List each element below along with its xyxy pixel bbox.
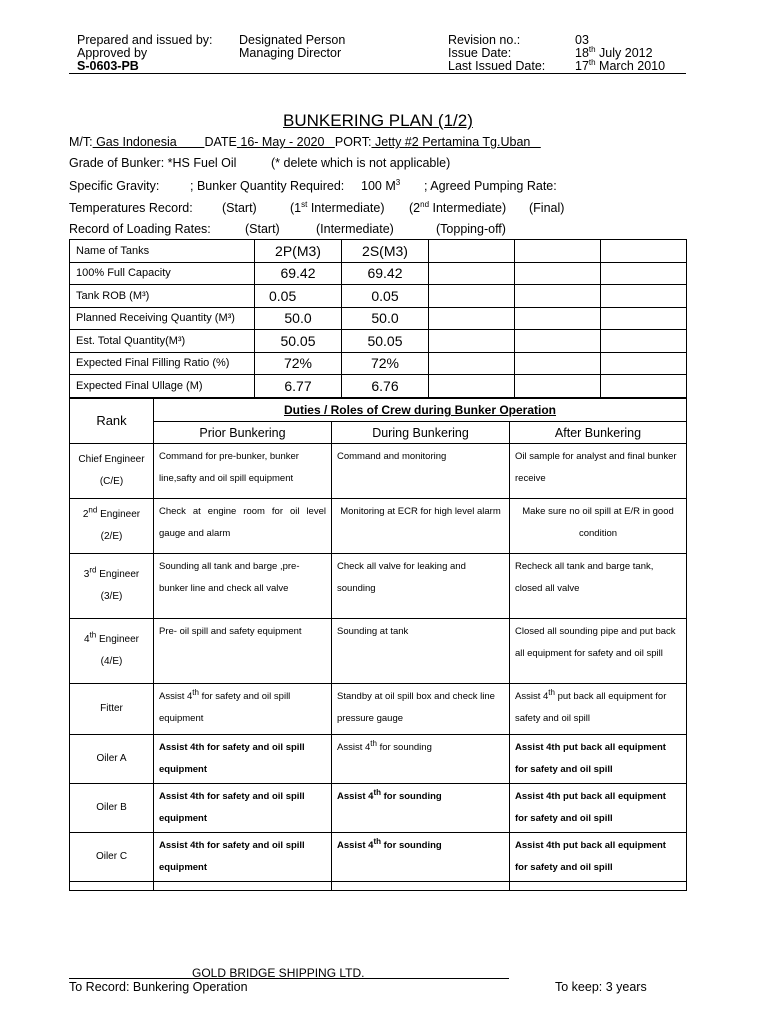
rank-oiler-c: Oiler C: [70, 833, 154, 882]
table-row: [70, 554, 687, 619]
rank-header: Rank: [70, 399, 154, 444]
temp-first-intermediate: (1st Intermediate): [290, 199, 385, 215]
duties-title: Duties / Roles of Crew during Bunker Operation: [154, 399, 687, 422]
prepared-label: Prepared and issued by:: [77, 33, 213, 47]
phase-after: After Bunkering: [510, 422, 687, 444]
duty-during: Monitoring at ECR for high level alarm: [332, 499, 510, 554]
temp-final: (Final): [529, 201, 565, 215]
duty-after: Recheck all tank and barge tank, closed all valve: [510, 554, 687, 619]
cell-empty: [601, 285, 687, 308]
rank-fitter: Fitter: [70, 684, 154, 735]
tank-header-name: Name of Tanks: [70, 240, 255, 263]
bunker-qty-value: 100 $M^3$: [361, 177, 401, 193]
duty-after: Make sure no oil spill at E/R in good condition: [510, 499, 687, 554]
cell-empty: [70, 882, 154, 891]
duty-prior: Assist 4th for safety and oil spill equipment: [154, 784, 332, 833]
bunker-qty-label: ; Bunker Quantity Required:: [190, 179, 345, 193]
cell-2s: 50.0: [342, 307, 429, 330]
cell-2p: 0.05: [255, 285, 342, 308]
duty-prior: Assist 4th for safety and oil spill equipment: [154, 684, 332, 735]
revision-label: Revision no.:: [448, 33, 521, 47]
row-label: Tank ROB (M³): [70, 285, 255, 308]
cell-2s: 0.05: [342, 285, 429, 308]
row-label: 100% Full Capacity: [70, 262, 255, 285]
duty-prior: Check at engine room for oil level gauge and alarm: [154, 499, 332, 554]
grade-label: Grade of Bunker: *HS Fuel Oil: [69, 156, 237, 170]
row-label: Expected Final Ullage (M): [70, 375, 255, 398]
duty-after: Closed all sounding pipe and put back all equipment for safety and oil spill: [510, 619, 687, 684]
rank-third-engineer: 3rd Engineer (3/E): [70, 554, 154, 619]
cell-empty: [429, 285, 515, 308]
tank-header-empty: [601, 240, 687, 263]
table-row: [70, 285, 687, 308]
duty-during: Sounding at tank: [332, 619, 510, 684]
cell-empty: [154, 882, 332, 891]
duty-prior: Pre- oil spill and safety equipment: [154, 619, 332, 684]
record-label: To Record: Bunkering Operation: [69, 980, 248, 994]
cell-empty: [601, 375, 687, 398]
table-row: [70, 684, 687, 735]
rank-oiler-a: Oiler A: [70, 735, 154, 784]
duty-prior: Assist 4th for safety and oil spill equipment: [154, 833, 332, 882]
duty-after: Assist 4th put back all equipment for safety and oil spill: [510, 833, 687, 882]
cell-empty: [601, 307, 687, 330]
duty-prior: Command for pre-bunker, bunker line,safty and oil spill equipment: [154, 444, 332, 499]
cell-empty: [515, 285, 601, 308]
tank-header-row: [70, 240, 687, 263]
prepared-value: Designated Person: [239, 33, 346, 47]
keep-label: To keep: 3 years: [555, 980, 647, 994]
cell-empty: [429, 262, 515, 285]
temp-second-intermediate: (2nd Intermediate): [409, 199, 507, 215]
issue-date-label: Issue Date:: [448, 46, 512, 60]
cell-empty: [429, 352, 515, 375]
table-row: [70, 262, 687, 285]
row-label: Planned Receiving Quantity (M³): [70, 307, 255, 330]
cell-2p: 69.42: [255, 262, 342, 285]
cell-2p: 50.05: [255, 330, 342, 353]
duty-after: Assist 4th put back all equipment for safety and oil spill: [510, 735, 687, 784]
rank-second-engineer: 2nd Engineer (2/E): [70, 499, 154, 554]
company-name: GOLD BRIDGE SHIPPING LTD.: [192, 966, 365, 980]
cell-empty: [601, 330, 687, 353]
vessel-date-port-line: M/T: Gas Indonesia DATE 16- May - 2020 PORT: Jetty #2 Pertamina Tg.Uban: [69, 135, 541, 149]
plan-date: 16- May - 2020: [236, 135, 335, 149]
cell-2p: 72%: [255, 352, 342, 375]
cell-2s: 6.76: [342, 375, 429, 398]
loading-rates-label: Record of Loading Rates:: [69, 222, 211, 236]
phase-during: During Bunkering: [332, 422, 510, 444]
cell-empty: [429, 330, 515, 353]
tank-header-empty: [515, 240, 601, 263]
loading-topping-off: (Topping-off): [436, 222, 506, 236]
rank-fourth-engineer: 4th Engineer (4/E): [70, 619, 154, 684]
duty-after: Assist 4th put back all equipment for safety and oil spill: [510, 684, 687, 735]
tank-header-2p: 2P(M3): [255, 240, 342, 263]
revision-value: 03: [575, 33, 589, 47]
approved-value: Managing Director: [239, 46, 342, 60]
tank-header-empty: [429, 240, 515, 263]
cell-empty: [515, 352, 601, 375]
cell-empty: [601, 262, 687, 285]
last-issued-label: Last Issued Date:: [448, 59, 546, 73]
footer-divider: [69, 978, 509, 979]
tank-table: [69, 239, 687, 398]
cell-empty: [515, 307, 601, 330]
cell-empty: [429, 307, 515, 330]
vessel-name: Gas Indonesia: [92, 135, 205, 149]
duty-during: Standby at oil spill box and check line pressure gauge: [332, 684, 510, 735]
duty-during: Command and monitoring: [332, 444, 510, 499]
duty-prior: Sounding all tank and barge ,pre-bunker line and check all valve: [154, 554, 332, 619]
page-title: BUNKERING PLAN (1/2): [283, 111, 473, 130]
doc-code: S-0603-PB: [77, 59, 139, 73]
port-name: Jetty #2 Pertamina Tg.Uban: [371, 135, 541, 149]
table-row: [70, 444, 687, 499]
phase-prior: Prior Bunkering: [154, 422, 332, 444]
cell-empty: [332, 882, 510, 891]
cell-empty: [429, 375, 515, 398]
table-row: [70, 352, 687, 375]
temp-start: (Start): [222, 201, 257, 215]
rank-chief-engineer: Chief Engineer (C/E): [70, 444, 154, 499]
last-issued-value: 17th March 2010: [575, 57, 666, 73]
pumping-rate-label: ; Agreed Pumping Rate:: [424, 179, 557, 193]
loading-intermediate: (Intermediate): [316, 222, 394, 236]
duty-during: Assist 4th for sounding: [332, 784, 510, 833]
cell-empty: [515, 375, 601, 398]
phase-header-row: [70, 422, 687, 444]
cell-empty: [515, 262, 601, 285]
duty-during: Assist 4th for sounding: [332, 735, 510, 784]
duty-during: Assist 4th for sounding: [332, 833, 510, 882]
table-row: [70, 833, 687, 882]
table-row: [70, 330, 687, 353]
specific-gravity-label: Specific Gravity:: [69, 179, 160, 193]
crew-duties-table: [69, 398, 687, 891]
rank-oiler-b: Oiler B: [70, 784, 154, 833]
table-row: [70, 375, 687, 398]
loading-start: (Start): [245, 222, 280, 236]
table-row: [70, 499, 687, 554]
table-row: [70, 619, 687, 684]
row-label: Expected Final Filling Ratio (%): [70, 352, 255, 375]
cell-empty: [510, 882, 687, 891]
duty-prior: Assist 4th for safety and oil spill equipment: [154, 735, 332, 784]
header-divider: [69, 73, 686, 74]
duty-during: Check all valve for leaking and sounding: [332, 554, 510, 619]
grade-note: (* delete which is not applicable): [271, 156, 451, 170]
duty-after: Assist 4th put back all equipment for safety and oil spill: [510, 784, 687, 833]
cell-2s: 50.05: [342, 330, 429, 353]
temp-record-label: Temperatures Record:: [69, 201, 193, 215]
approved-label: Approved by: [77, 46, 148, 60]
tank-header-2s: 2S(M3): [342, 240, 429, 263]
table-row: [70, 307, 687, 330]
crew-title-row: [70, 399, 687, 422]
duty-after: Oil sample for analyst and final bunker receive: [510, 444, 687, 499]
issue-date-value: 18th July 2012: [575, 44, 653, 60]
cell-empty: [601, 352, 687, 375]
table-row: [70, 735, 687, 784]
cell-2s: 72%: [342, 352, 429, 375]
cell-2s: 69.42: [342, 262, 429, 285]
cell-empty: [515, 330, 601, 353]
row-label: Est. Total Quantity(M³): [70, 330, 255, 353]
table-row: [70, 784, 687, 833]
table-row-empty: [70, 882, 687, 891]
cell-2p: 6.77: [255, 375, 342, 398]
cell-2p: 50.0: [255, 307, 342, 330]
